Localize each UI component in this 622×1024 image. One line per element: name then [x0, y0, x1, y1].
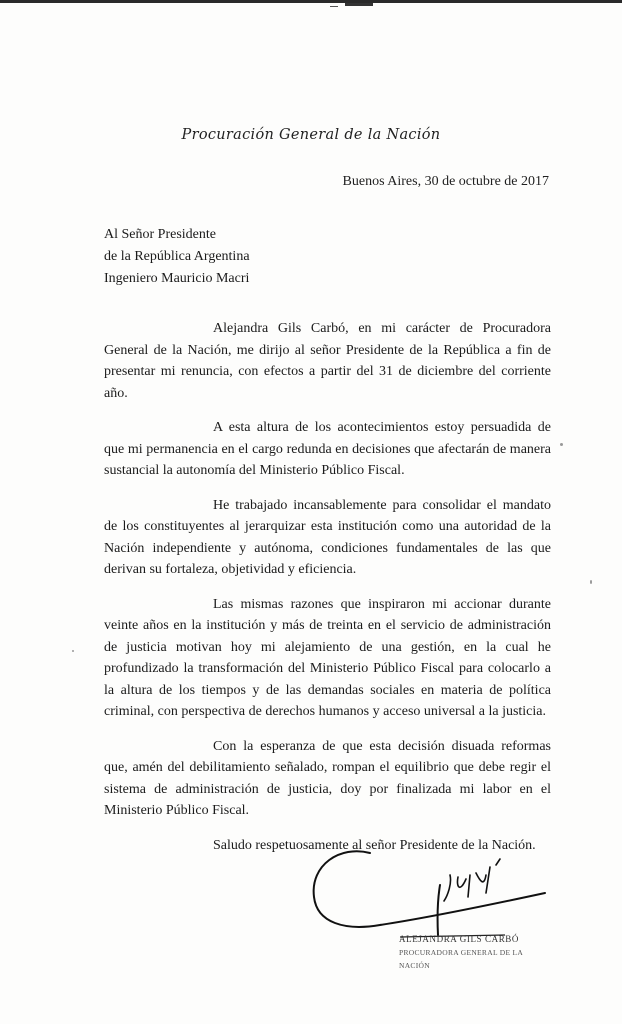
letter-date: Buenos Aires, 30 de octubre de 2017 [342, 174, 549, 189]
letter-body [104, 318, 551, 869]
addressee-line: de la República Argentina [104, 249, 250, 264]
body-paragraph: A esta altura de los acontecimientos estoy persuadida de que mi permanencia en el cargo redunda en decisiones que afectarán de manera sustancial la autonomía del Ministerio Público Fiscal. [104, 420, 551, 478]
body-paragraph: Las mismas razones que inspiraron mi accionar durante veinte años en la institución y más de treinta en el servicio de administración de justicia motivan hoy mi alejamiento de una gestión, en la cual he profundizado la transformación del Ministerio Público Fiscal para colocarlo a la altura de los tiempos y de las demandas sociales en materia de política criminal, con perspectiva de derechos humanos y acceso universal a la justicia. [104, 596, 551, 719]
handwritten-signature [300, 835, 560, 945]
top-edge-mark [345, 3, 373, 6]
top-edge-mark-small [330, 6, 338, 7]
addressee-line: Al Señor Presidente [104, 227, 216, 242]
top-edge-rule [0, 0, 622, 3]
stamp-title: PROCURADORA GENERAL DE LA NACIÓN [399, 948, 523, 970]
letterhead: Procuración General de la Nación [181, 127, 441, 143]
closing-paragraph: Saludo respetuosamente al señor Presidente de la Nación. [213, 837, 536, 853]
addressee-line: Ingeniero Mauricio Macri [104, 271, 250, 286]
addressee-block [104, 224, 250, 290]
body-paragraph: He trabajado incansablemente para consolidar el mandato de los constituyentes al jerarquizar esta institución como una autoridad de la Nación independiente y autónoma, condiciones fundamentales de las que derivan su fortaleza, objetividad y eficiencia. [104, 497, 551, 577]
body-paragraph: Alejandra Gils Carbó, en mi carácter de Procuradora General de la Nación, me dirijo al señor Presidente de la República a fin de presentar mi renuncia, con efectos a partir del 31 de diciembre del corriente año. [104, 321, 551, 401]
signature-stamp [399, 933, 549, 972]
stamp-name: ALEJANDRA GILS CARBÓ [399, 934, 520, 944]
body-paragraph: Con la esperanza de que esta decisión disuada reformas que, amén del debilitamiento señalado, rompan el equilibrio que debe regir el sistema de administración de justicia, doy por finalizada mi labor en el Ministerio Público Fiscal. [104, 738, 551, 818]
